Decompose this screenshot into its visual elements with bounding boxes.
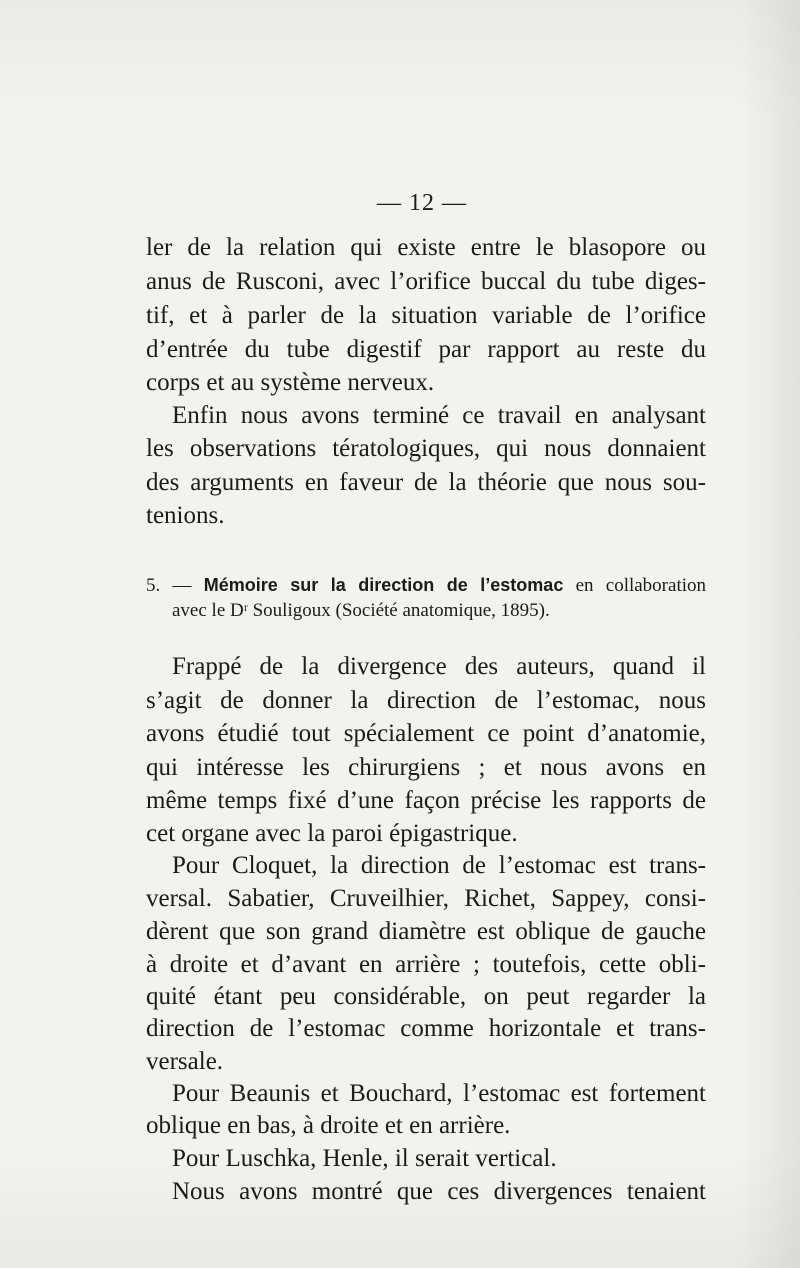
text-line: qui intéresse les chirurgiens ; et nous avons en xyxy=(146,754,706,781)
text-line: ler de la relation qui existe entre le blasopore ou xyxy=(146,234,706,261)
text-line: Nous avons montré que ces divergences tenaient xyxy=(172,1178,706,1205)
text-line: cet organe avec la paroi épigastrique. xyxy=(146,820,518,847)
text-line: versale. xyxy=(146,1048,224,1075)
text-line: avons étudié tout spécialement ce point d’anatomie, xyxy=(146,720,706,747)
text-line: direction de l’estomac comme horizontale et trans- xyxy=(146,1015,706,1042)
entry-title: Mémoire sur la direction de l’estomac xyxy=(203,575,564,595)
text-line: Enfin nous avons terminé ce travail en analysant xyxy=(172,402,706,429)
text-line: des arguments en faveur de la théorie que nous sou- xyxy=(146,469,706,496)
page-number: — 12 — xyxy=(377,190,467,216)
text-line: quité étant peu considérable, on peut regarder la xyxy=(146,983,706,1010)
entry-heading xyxy=(146,572,706,599)
text-line: anus de Rusconi, avec l’orifice buccal du tube diges- xyxy=(146,268,706,295)
entry-collaboration: en collaboration xyxy=(575,575,706,596)
text-line: à droite et d’avant en arrière ; toutefois, cette obli- xyxy=(146,951,706,978)
text-line: tif, et à parler de la situation variable de l’orifice xyxy=(146,302,706,329)
text-line: Pour Beaunis et Bouchard, l’estomac est fortement xyxy=(172,1080,706,1107)
text-line: Pour Cloquet, la direction de l’estomac est trans- xyxy=(172,852,706,879)
text-line: Pour Luschka, Henle, il serait vertical. xyxy=(172,1145,557,1172)
text-line: versal. Sabatier, Cruveilhier, Richet, Sappey, consi- xyxy=(146,885,706,912)
text-line: les observations tératologiques, qui nous donnaient xyxy=(146,435,706,462)
entry-reference: avec le Dʳ Souligoux (Société anatomique, 1895). xyxy=(172,600,550,621)
text-line: Frappé de la divergence des auteurs, quand il xyxy=(172,653,706,680)
text-line: même temps fixé d’une façon précise les rapports de xyxy=(146,787,706,814)
text-line: oblique en bas, à droite et en arrière. xyxy=(146,1112,511,1139)
text-line: s’agit de donner la direction de l’estomac, nous xyxy=(146,687,706,714)
text-line: dèrent que son grand diamètre est oblique de gauche xyxy=(146,918,706,945)
text-line: d’entrée du tube digestif par rapport au reste du xyxy=(146,336,706,363)
entry-number: 5. — xyxy=(146,575,192,596)
text-line: tenions. xyxy=(146,502,225,529)
text-line: corps et au système nerveux. xyxy=(146,369,435,396)
